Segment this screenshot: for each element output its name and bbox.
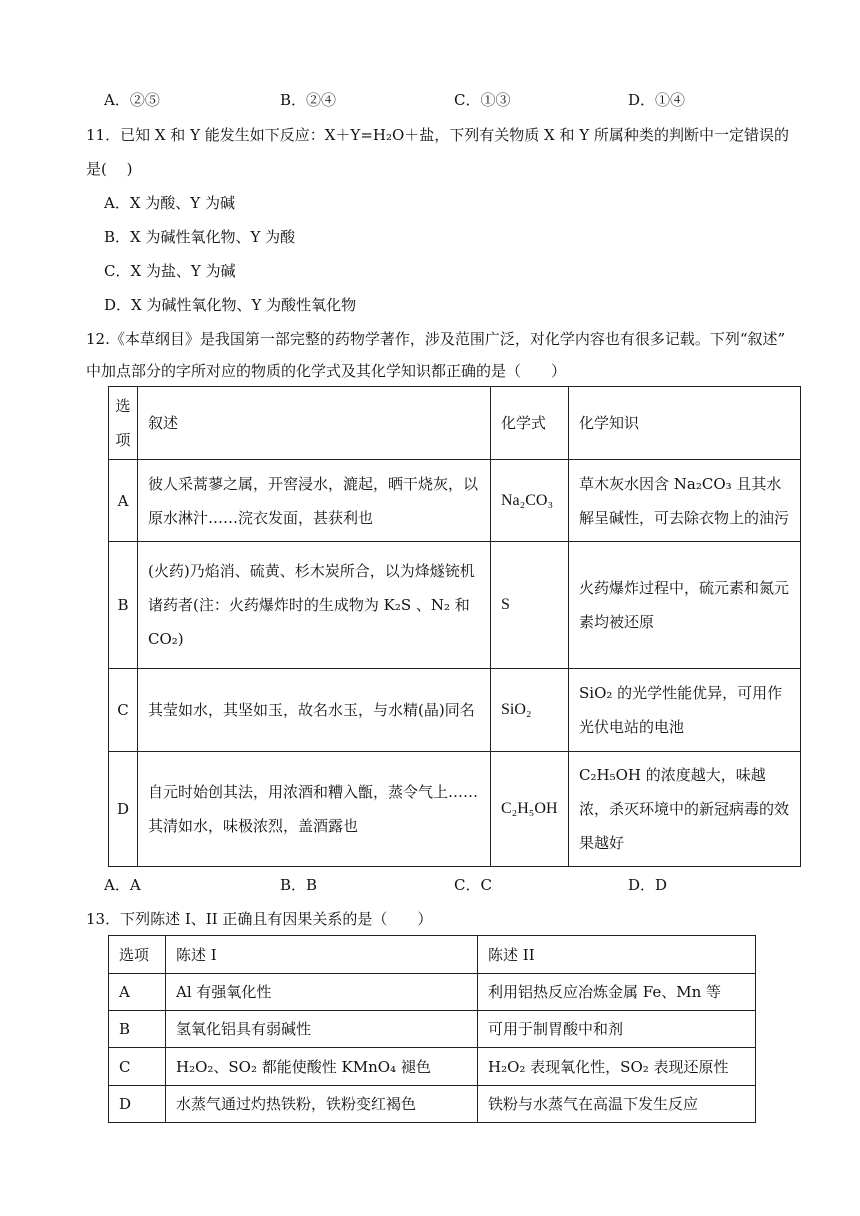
q11-stem-line1: 11．已知 X 和 Y 能发生如下反应：X＋Y=H₂O＋盐，下列有关物质 X 和 Y 所属种类的判断中一定错误的 [86,126,789,144]
q12-row-b-option: B [109,542,138,669]
q10-option-a: A．②⑤ [104,91,160,109]
q12-row-d-option: D [109,752,138,867]
q12-row-b-formula: S [491,542,569,669]
q11-option-d: D．X 为碱性氧化物、Y 为酸性氧化物 [104,296,357,314]
q11-option-b: B．X 为碱性氧化物、Y 为酸 [104,228,296,246]
q13-row-b-s1: 氢氧化铝具有弱碱性 [166,1011,478,1048]
q13-row-c-s2: H₂O₂ 表现氧化性，SO₂ 表现还原性 [478,1048,756,1086]
q12-option-d: D．D [628,876,668,894]
q12-row-b-knowledge: 火药爆炸过程中，硫元素和氮元素均被还原 [569,542,801,669]
q12-header-option: 选项 [109,387,138,460]
q13-row-c-option: C [109,1048,166,1086]
q12-row-c-knowledge: SiO₂ 的光学性能优异，可用作光伏电站的电池 [569,669,801,752]
q12-row-c-option: C [109,669,138,752]
q12-row-c-formula: SiO₂ [491,669,569,752]
q13-header-s1: 陈述 I [166,936,478,974]
q13-row-b-option: B [109,1011,166,1048]
q10-option-c: C．①③ [454,91,511,109]
q13-row-a-s1: Al 有强氧化性 [166,974,478,1011]
q12-row-d-knowledge: C₂H₅OH 的浓度越大，味越浓，杀灭环境中的新冠病毒的效果越好 [569,752,801,867]
table-row [109,542,801,669]
q13-row-d-s1: 水蒸气通过灼热铁粉，铁粉变红褐色 [166,1086,478,1123]
q13-row-a-s2: 利用铝热反应冶炼金属 Fe、Mn 等 [478,974,756,1011]
q12-row-d-formula: C₂H₅OH [491,752,569,867]
q13-row-d-s2: 铁粉与水蒸气在高温下发生反应 [478,1086,756,1123]
q12-header-formula: 化学式 [491,387,569,460]
table-row [109,1011,756,1048]
q12-option-c: C．C [454,876,492,894]
q12-stem-line2: 中加点部分的字所对应的物质的化学式及其化学知识都正确的是（ ） [86,362,567,380]
q12-option-a: A．A [104,876,141,894]
q13-stem: 13．下列陈述 I、II 正确且有因果关系的是（ ） [86,910,433,928]
q12-option-b: B．B [280,876,318,894]
q12-row-a-knowledge: 草木灰水因含 Na₂CO₃ 且其水解呈碱性，可去除衣物上的油污 [569,460,801,542]
table-row [109,1086,756,1123]
q12-stem-line1: 12.《本草纲目》是我国第一部完整的药物学著作，涉及范围广泛，对化学内容也有很多记载。下列“叙述” [86,330,786,348]
table-row [109,1048,756,1086]
q13-table [108,935,756,1123]
q11-option-a: A．X 为酸、Y 为碱 [104,194,235,212]
table-row [109,460,801,542]
q11-stem-line2: 是( ) [86,160,133,178]
q13-row-d-option: D [109,1086,166,1123]
q11-option-c: C．X 为盐、Y 为碱 [104,262,236,280]
q13-row-c-s1: H₂O₂、SO₂ 都能使酸性 KMnO₄ 褪色 [166,1048,478,1086]
q13-header-option: 选项 [109,936,166,974]
q10-option-b: B．②④ [280,91,337,109]
q12-row-a-option: A [109,460,138,542]
table-row [109,752,801,867]
q10-options [104,89,824,111]
q10-option-d: D．①④ [628,91,686,109]
q12-row-b-desc: (火药)乃焰消、硫黄、杉木炭所合，以为烽燧铳机诸药者(注：火药爆炸时的生成物为 K₂S 、N₂ 和 CO₂) [138,542,491,669]
q12-header-row [109,387,801,460]
q12-header-knowledge: 化学知识 [569,387,801,460]
q12-row-a-desc: 彼人采蒿蓼之属，开窖浸水，漉起，晒干烧灰，以原水淋汁……浣衣发面，甚获利也 [138,460,491,542]
q13-header-s2: 陈述 II [478,936,756,974]
q12-row-d-desc: 自元时始创其法，用浓酒和糟入甑，蒸令气上……其清如水，味极浓烈，盖酒露也 [138,752,491,867]
q12-row-a-formula: Na₂CO₃ [491,460,569,542]
q12-row-c-desc: 其莹如水，其坚如玉，故名水玉，与水精(晶)同名 [138,669,491,752]
q13-row-b-s2: 可用于制胃酸中和剂 [478,1011,756,1048]
q12-options [104,874,824,896]
q13-row-a-option: A [109,974,166,1011]
q12-header-desc: 叙述 [138,387,491,460]
table-row [109,974,756,1011]
table-row [109,669,801,752]
q12-table [108,386,801,867]
q13-header-row [109,936,756,974]
